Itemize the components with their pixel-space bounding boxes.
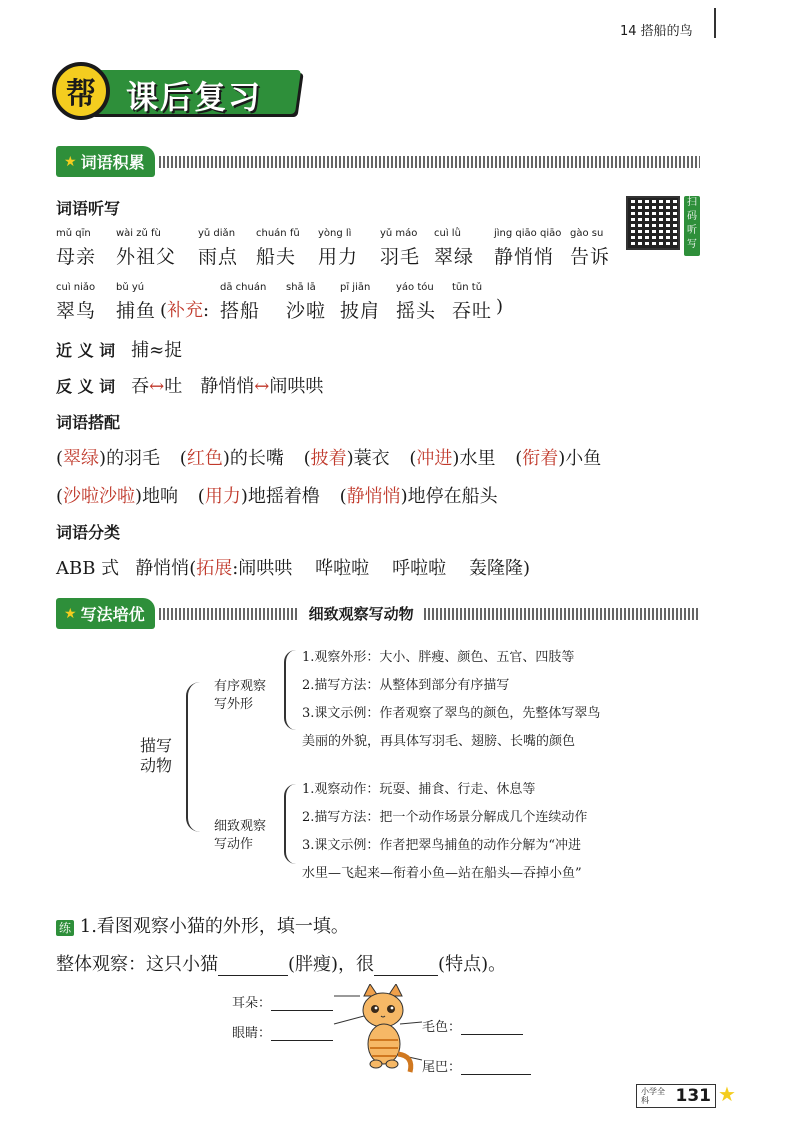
branch-brace [284,650,296,730]
action-item: 水里—飞起来—衔着小鱼—站在船头—吞掉小鱼” [302,866,582,881]
section-banner [52,62,300,120]
supplement-close: ) [496,296,504,317]
qr-code[interactable] [626,196,680,250]
supplement-label: (补充: [160,300,210,321]
blank-size[interactable] [218,957,288,976]
vocab-tab [56,146,155,177]
writing-subtitle: 细致观察写动物 [308,605,414,623]
practice-tag: 练 [56,920,74,936]
blank-tail[interactable] [461,1056,531,1075]
dictation-word: tūn tǔ 吞吐 [452,282,493,322]
blank-eyes[interactable] [271,1022,333,1041]
collocation-row-1: (翠绿)的羽毛 (红色)的长嘴 (披着)蓑衣 (冲进)水里 (衔着)小鱼 [56,448,602,469]
mindmap-brace [186,682,200,832]
branch-brace [284,784,296,864]
page-number: 131 [675,1086,711,1106]
antonym-line: 反 义 词 吞↔吐 静悄悄↔闹哄哄 [56,376,324,397]
action-item: 2.描写方法：把一个动作场景分解成几个连续动作 [302,810,588,825]
synonym-line: 近 义 词 捕≈捉 [56,340,183,361]
star-icon: ★ [64,605,77,622]
header-divider [714,8,716,38]
dictation-word: mǔ qīn 母亲 [56,228,97,268]
classification-title: 词语分类 [56,523,121,542]
listening-title: 词语听写 [56,199,121,218]
vocab-tab-label: 词语积累 [80,153,145,172]
label-tail: 尾巴： [422,1056,531,1075]
dictation-word: yǔ diǎn 雨点 [198,228,239,268]
dictation-row-2 [56,282,616,322]
banner-badge: 帮 [52,62,110,120]
cat-illustration [330,984,430,1080]
dictation-word: dā chuán 搭船 [220,282,267,322]
label-eyes: 眼睛： [232,1022,333,1041]
series-label: 小学全科 [641,1087,665,1105]
qr-tag: 扫码听写 [684,196,700,256]
dictation-row-1 [56,228,616,268]
branch-appearance-items [302,644,600,756]
dictation-word: bǔ yú 捕鱼 [116,282,157,322]
dictation-word: pī jiān 披肩 [340,282,381,322]
collocation-title: 词语搭配 [56,413,121,432]
dictation-word: gào su 告诉 [570,228,611,268]
branch-action-items [302,776,587,888]
label-ears: 耳朵： [232,992,333,1011]
branch-label-action: 细致观察 写动作 [214,819,267,852]
dictation-word: chuán fū 船夫 [256,228,300,268]
vocab-tab-row [56,146,700,177]
blank-feature[interactable] [374,957,438,976]
action-item: 3.课文示例：作者把翠鸟捕鱼的动作分解为“冲进 [302,838,582,853]
writing-tab-label: 写法培优 [80,605,145,624]
tab-stripe [159,608,299,620]
dictation-word: yǔ máo 羽毛 [380,228,421,268]
mindmap-root: 描写 动物 [140,736,173,775]
blank-fur[interactable] [461,1016,523,1035]
appearance-item: 2.描写方法：从整体到部分有序描写 [302,678,510,693]
tab-stripe [159,156,700,168]
star-icon: ★ [718,1082,736,1106]
dictation-word: wài zǔ fù 外祖父 [116,228,177,268]
dictation-word: jìng qiāo qiāo 静悄悄 [494,228,562,268]
page-number-box [636,1084,716,1108]
star-icon: ★ [64,153,77,170]
dictation-word: yáo tóu 摇头 [396,282,437,322]
dictation-word: yòng lì 用力 [318,228,359,268]
dictation-word: cuì lǜ 翠绿 [434,228,475,268]
writing-tab-row [56,598,700,629]
dictation-word: cuì niǎo 翠鸟 [56,282,97,322]
appearance-item: 3.课文示例：作者观察了翠鸟的颜色，先整体写翠鸟 [302,706,601,721]
action-item: 1.观察动作：玩耍、捕食、行走、休息等 [302,782,536,797]
running-header: 14 搭船的鸟 [620,24,693,39]
tab-stripe [424,608,700,620]
blank-ears[interactable] [271,992,333,1011]
label-fur: 毛色： [422,1016,523,1035]
dictation-word: shā lā 沙啦 [286,282,327,322]
collocation-row-2: (沙啦沙啦)地响 (用力)地摇着橹 (静悄悄)地停在船头 [56,486,498,507]
banner-title: 课后复习 [126,78,263,116]
branch-label-appearance: 有序观察 写外形 [214,679,267,712]
classification-line: ABB 式 静悄悄(拓展:闹哄哄 哗啦啦 呼啦啦 轰隆隆) [56,558,530,579]
practice-question: 练 1.看图观察小猫的外形，填一填。 [56,912,349,938]
appearance-item: 美丽的外貌，再具体写羽毛、翅膀、长嘴的颜色 [302,734,576,749]
practice-fill-line: 整体观察：这只小猫 (胖瘦)，很 (特点)。 [56,954,507,975]
writing-tab [56,598,155,629]
appearance-item: 1.观察外形：大小、胖瘦、颜色、五官、四肢等 [302,650,575,665]
